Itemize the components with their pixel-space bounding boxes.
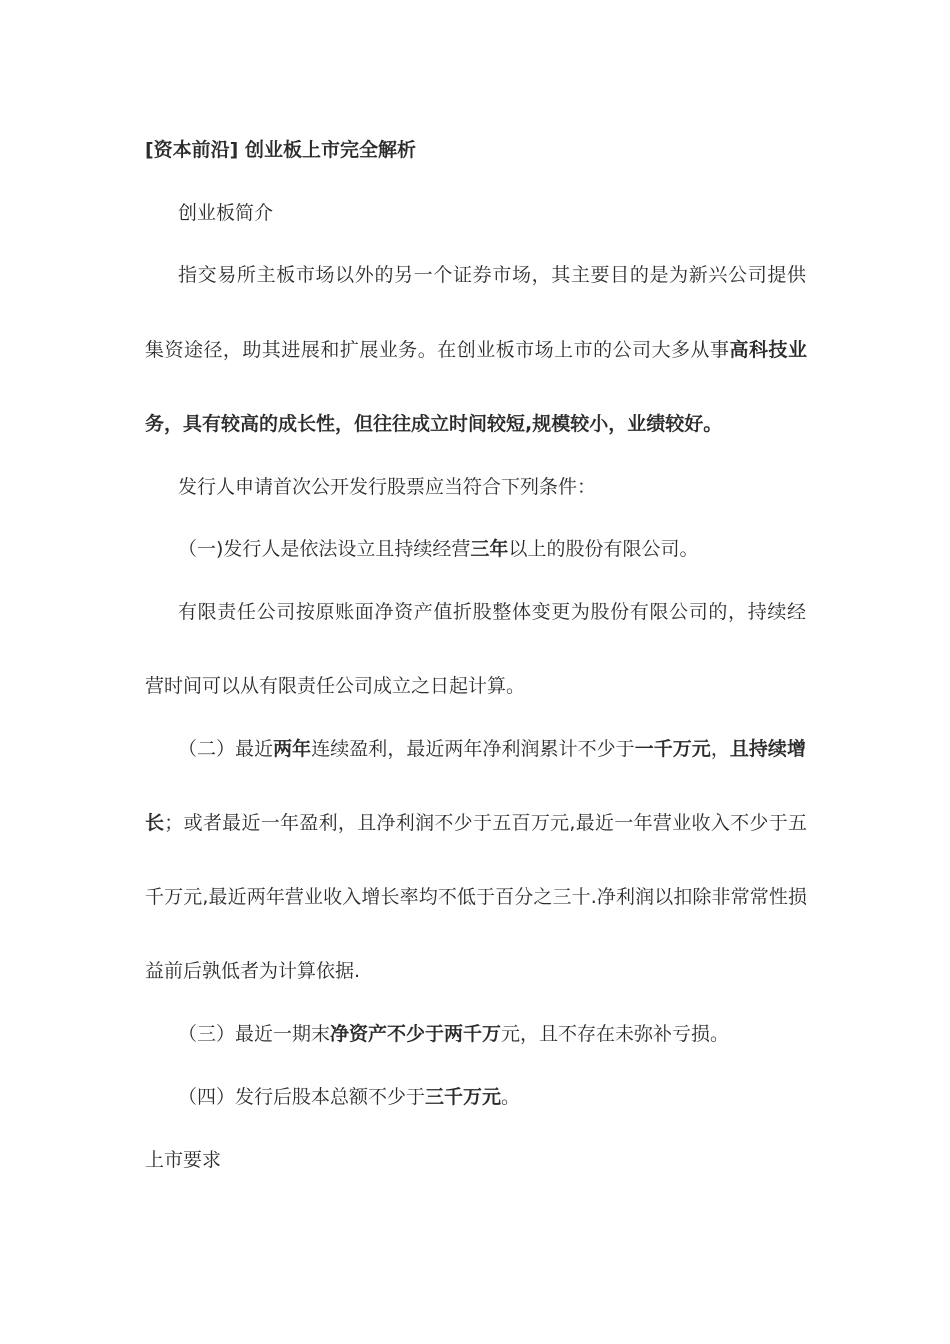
condition-2-line-1 — [178, 736, 806, 762]
condition-3-bold: 净资产不少于两千万 — [330, 1023, 502, 1045]
intro-line-1: 指交易所主板市场以外的另一个证券市场，其主要目的是为新兴公司提供 — [178, 264, 806, 286]
conditions-heading: 发行人申请首次公开发行股票应当符合下列条件： — [178, 476, 597, 498]
condition-2-text-e: ， — [710, 738, 730, 760]
condition-4-text-c: 。 — [501, 1086, 521, 1108]
intro-line-2-text: 集资途径，助其进展和扩展业务。在创业板市场上市的公司大多从事 — [145, 339, 730, 361]
intro-line-3 — [145, 411, 807, 437]
intro-line-2 — [145, 337, 807, 363]
intro-line-2-bold: 高科技业 — [729, 339, 807, 361]
condition-2-bold-amount: 一千万元 — [634, 738, 711, 760]
condition-1-note-line-2: 营时间可以从有限责任公司成立之日起计算。 — [145, 675, 526, 697]
condition-2-text-a: （二）最近 — [178, 738, 274, 760]
listing-heading: 上市要求 — [145, 1149, 222, 1171]
condition-2-bold-long: 长 — [145, 812, 165, 834]
condition-2-bold-growth: 且持续增 — [729, 738, 806, 760]
condition-2-text-h: ；或者最近一年盈利，且净利润不少于五百万元,最近一年营业收入不少于五 — [164, 812, 807, 834]
condition-3 — [178, 1021, 840, 1047]
condition-2-line-3: 千万元,最近两年营业收入增长率均不低于百分之三十.净利润以扣除非常常性损 — [145, 886, 807, 908]
condition-4-bold: 三千万元 — [425, 1086, 502, 1108]
condition-1-bold: 三年 — [470, 538, 509, 560]
condition-1-text-a: （一)发行人是依法设立且持续经营 — [178, 538, 471, 560]
condition-2-line-2 — [145, 810, 807, 836]
condition-4-text-a: （四）发行后股本总额不少于 — [178, 1086, 426, 1108]
condition-1-text-c: 以上的股份有限公司。 — [508, 538, 699, 560]
condition-1 — [178, 536, 840, 562]
condition-3-text-c: 元，且不存在未弥补亏损。 — [501, 1023, 730, 1045]
condition-4 — [178, 1084, 840, 1110]
condition-2-text-c: 连续盈利，最近两年净利润累计不少于 — [311, 738, 635, 760]
document-title: [资本前沿] 创业板上市完全解析 — [145, 139, 416, 161]
condition-1-note-line-1: 有限责任公司按原账面净资产值折股整体变更为股份有限公司的，持续经 — [178, 601, 806, 623]
intro-heading: 创业板简介 — [178, 202, 274, 224]
condition-3-text-a: （三）最近一期末 — [178, 1023, 331, 1045]
intro-line-3-bold: 务，具有较高的成长性，但往往成立时间较短,规模较小，业绩较好。 — [145, 413, 723, 435]
condition-2-bold-years: 两年 — [273, 738, 312, 760]
condition-2-line-4: 益前后孰低者为计算依据. — [145, 960, 361, 982]
